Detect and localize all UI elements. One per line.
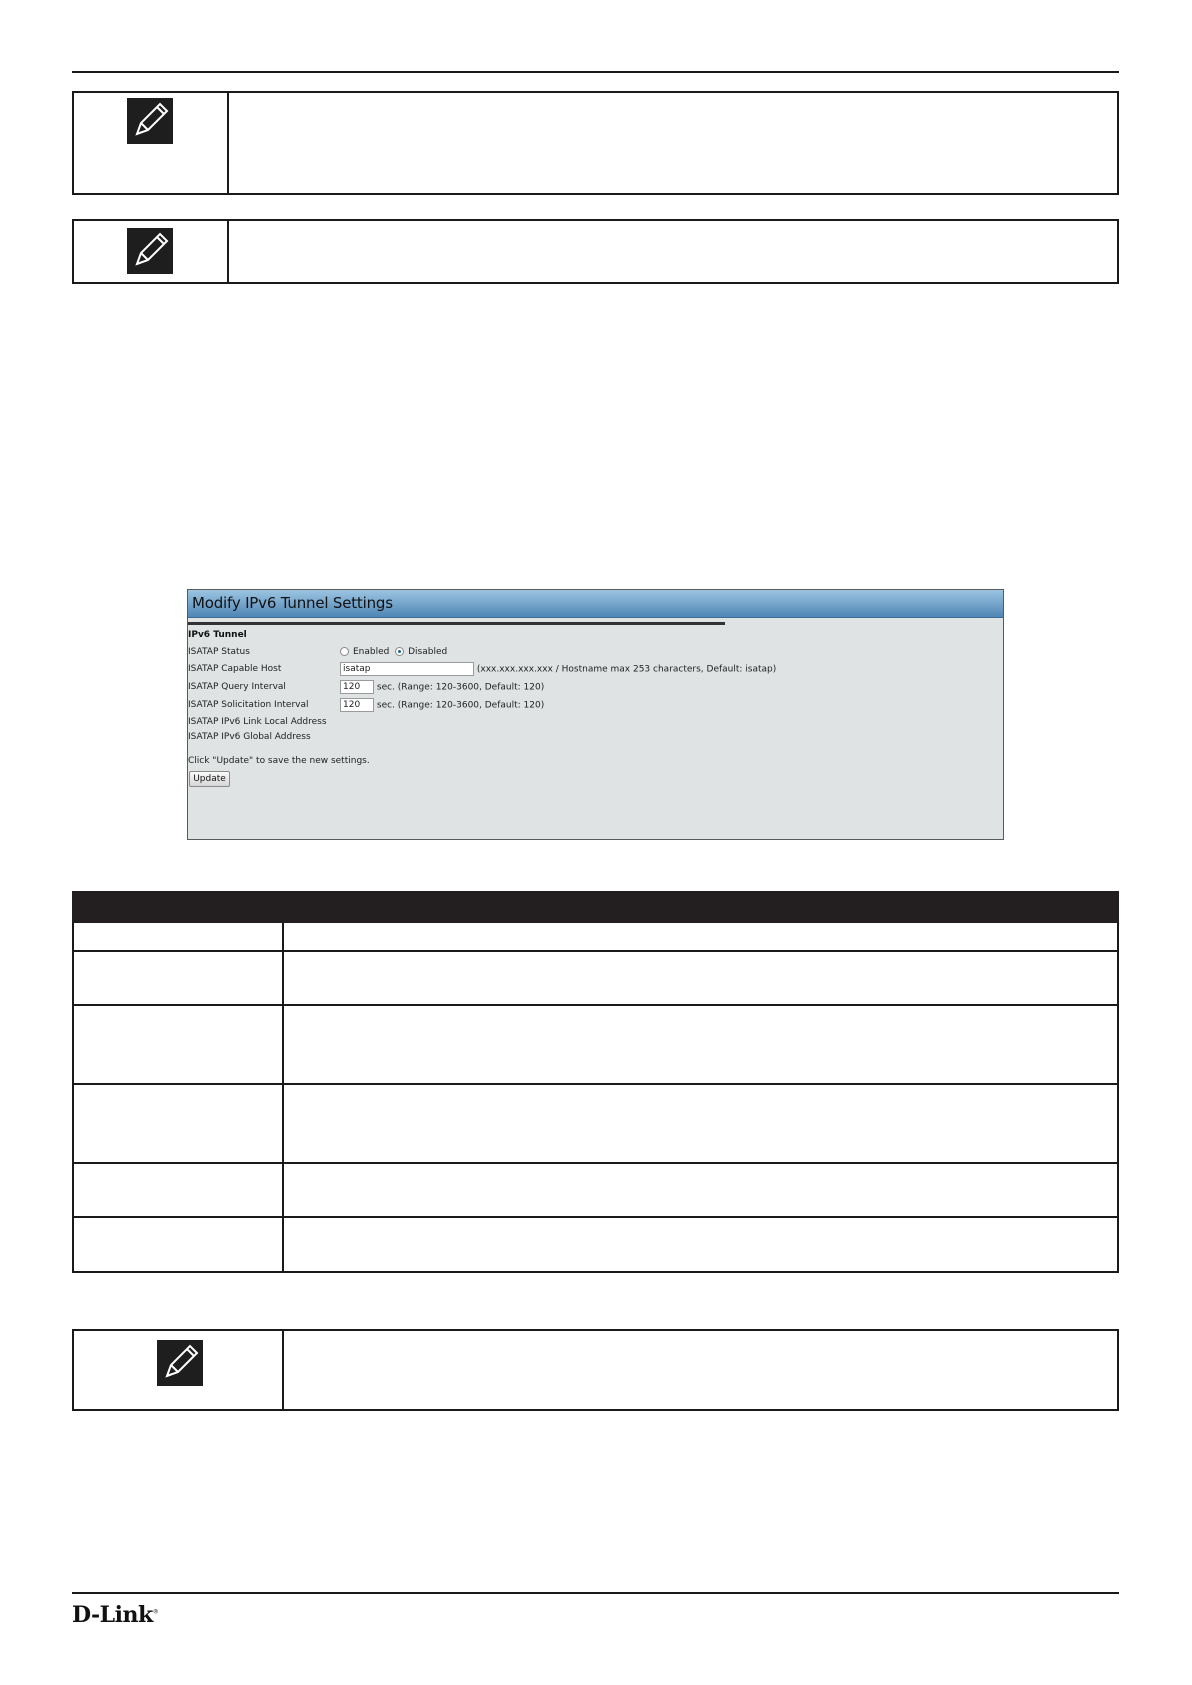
disabled-label: Disabled [408,647,448,657]
table-row [72,1006,1119,1085]
note-box [72,91,1119,195]
panel-title: Modify IPv6 Tunnel Settings [192,594,393,612]
solicitation-interval-hint: sec. (Range: 120-3600, Default: 120) [376,700,545,711]
disabled-radio[interactable] [395,647,404,656]
header-rule [72,71,1119,73]
solicitation-interval-label: ISATAP Solicitation Interval [188,700,309,710]
update-instruction: Click "Update" to save the new settings. [188,756,370,766]
table-row [72,923,1119,952]
query-interval-row [340,680,544,694]
query-interval-hint: sec. (Range: 120-3600, Default: 120) [376,682,545,693]
table-row [72,952,1119,1006]
logo-text: D-Link [72,1602,153,1628]
query-interval-input[interactable]: 120 [340,680,374,694]
link-local-address-label: ISATAP IPv6 Link Local Address [188,717,327,727]
isatap-status-radios [340,647,447,657]
capable-host-hint: (xxx.xxx.xxx.xxx / Hostname max 253 characters, Default: isatap) [476,664,777,675]
capable-host-row [340,662,776,676]
parameter-table [72,891,1119,1273]
note-pencil-icon [127,228,173,274]
capable-host-label: ISATAP Capable Host [188,664,282,674]
logo-registered-mark: ® [152,1608,159,1616]
table-row [72,1085,1119,1164]
capable-host-input[interactable]: isatap [340,662,474,676]
enabled-radio[interactable] [340,647,349,656]
note-box [72,219,1119,284]
note-pencil-icon [157,1340,203,1386]
footer-rule [72,1592,1119,1594]
query-interval-label: ISATAP Query Interval [188,682,286,692]
d-link-logo [72,1602,158,1628]
solicitation-interval-row [340,698,544,712]
solicitation-interval-input[interactable]: 120 [340,698,374,712]
table-row [72,1218,1119,1273]
note-pencil-icon [127,98,173,144]
section-label: IPv6 Tunnel [188,630,247,640]
update-button[interactable]: Update [189,771,230,787]
section-divider [188,622,725,625]
isatap-status-label: ISATAP Status [188,647,250,657]
panel-header [188,590,1003,618]
table-header [72,891,1119,923]
ipv6-tunnel-screenshot [187,589,1004,840]
note-box [72,1329,1119,1411]
enabled-label: Enabled [353,647,390,657]
table-row [72,1164,1119,1218]
global-address-label: ISATAP IPv6 Global Address [188,732,311,742]
